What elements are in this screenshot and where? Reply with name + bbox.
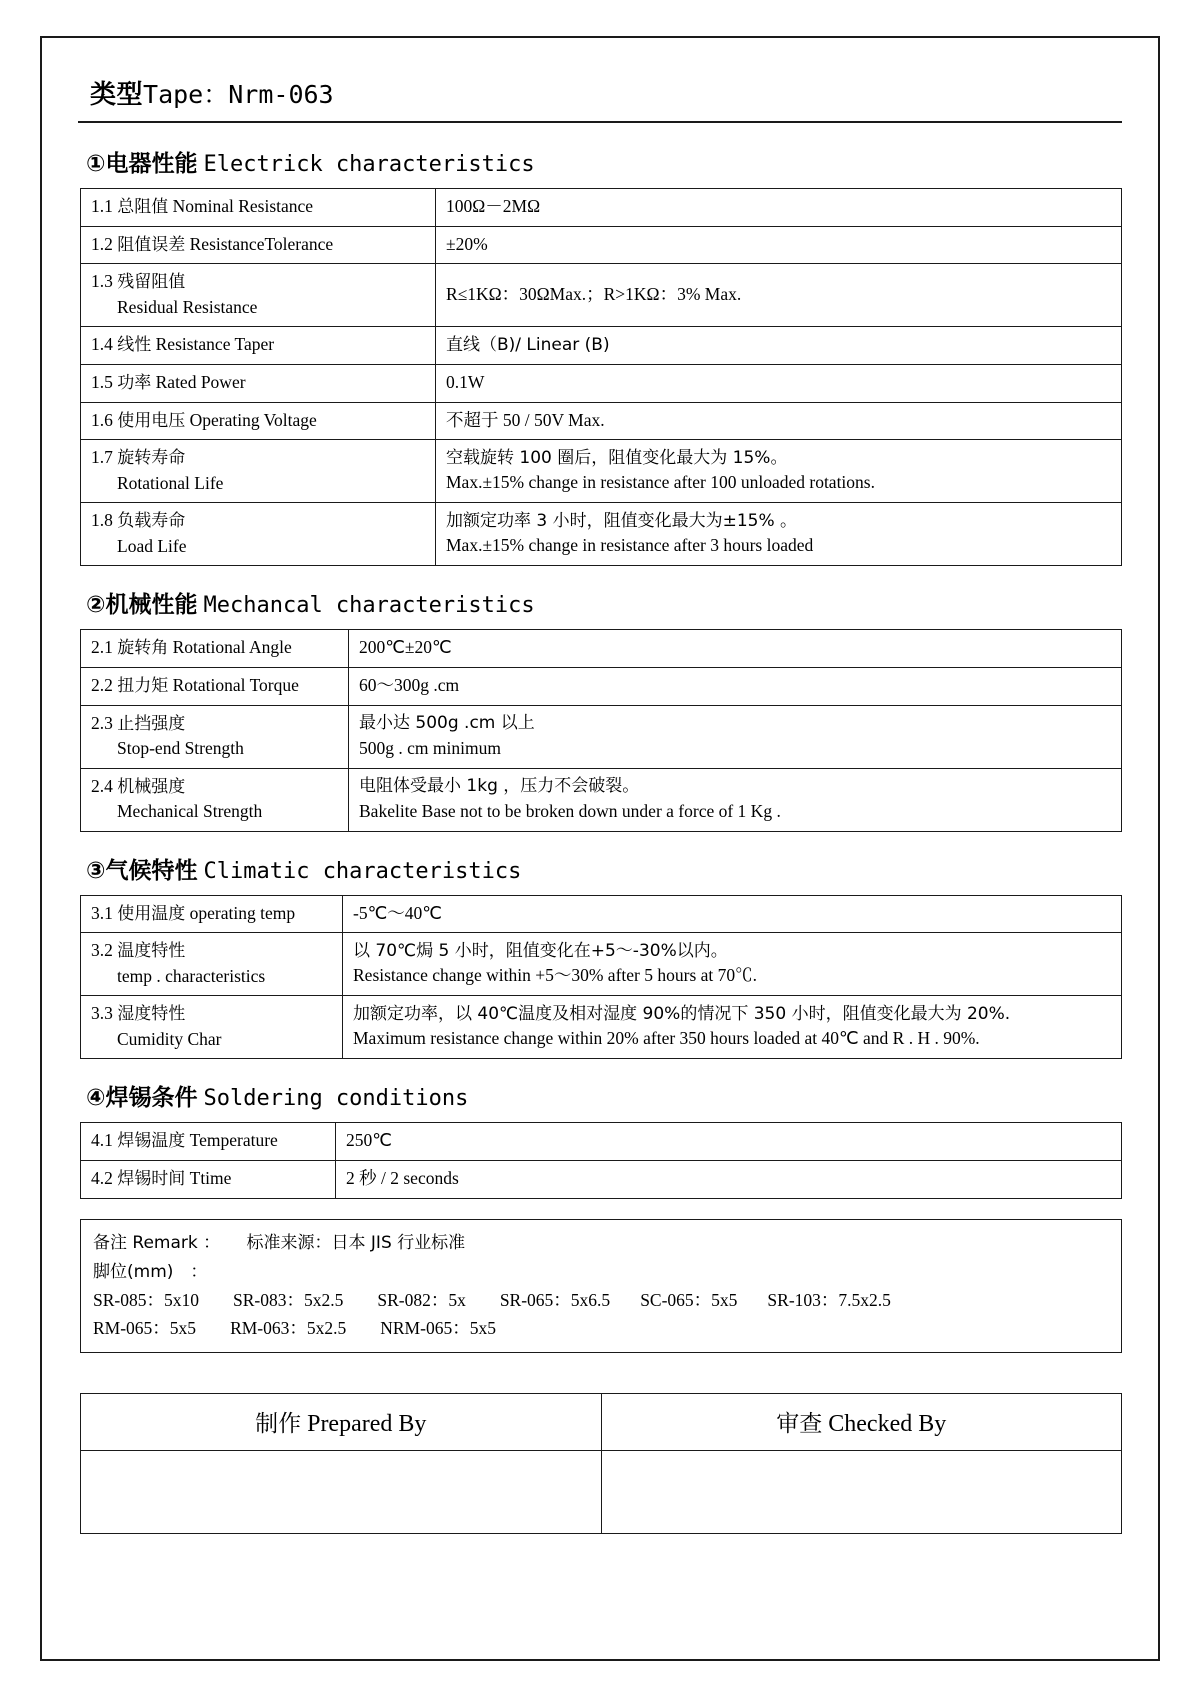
- section-1-number: ①: [86, 151, 106, 177]
- table-row: [81, 189, 1122, 227]
- section-1-cn: 电器性能: [105, 151, 198, 177]
- checked-by-cn: 审查: [776, 1411, 823, 1438]
- row-value: [336, 1123, 1122, 1161]
- row-value-line2: Bakelite Base not to be broken down under a force of 1 Kg .: [359, 800, 781, 821]
- pin-item: RM-065：5x5: [93, 1317, 197, 1338]
- row-label-en: Ttime: [189, 1167, 232, 1188]
- row-label: [81, 1160, 336, 1198]
- row-label: [81, 503, 436, 566]
- prepared-by-cn: 制作: [255, 1411, 302, 1438]
- row-label-en: Load Life: [117, 535, 187, 556]
- row-no: 2.1: [91, 637, 113, 658]
- row-value: [436, 402, 1122, 440]
- page-title: [76, 68, 1124, 121]
- row-label: [81, 327, 436, 365]
- row-value-line2: 500g . cm minimum: [359, 737, 501, 758]
- row-value-line1: 电阻体受最小 1kg ，压力不会破裂。: [359, 776, 640, 797]
- table-electrick-characteristics: [80, 188, 1122, 566]
- row-no: 3.2: [91, 940, 113, 961]
- signature-table: [80, 1393, 1122, 1534]
- table-row: [81, 768, 1122, 831]
- row-label: [81, 1123, 336, 1161]
- row-label: [81, 264, 436, 327]
- section-3-en: Climatic characteristics: [203, 858, 522, 884]
- row-value-line1: ±20%: [446, 233, 488, 254]
- row-no: 1.5: [91, 371, 113, 392]
- section-3-cn: 气候特性: [105, 857, 198, 884]
- section-heading-mechanical: [86, 586, 1124, 619]
- table-row: [81, 402, 1122, 440]
- pin-item: SR-103：7.5x2.5: [767, 1289, 891, 1310]
- prepared-by-header: [81, 1393, 602, 1450]
- page-title-cn: 类型: [90, 80, 144, 110]
- row-label: [81, 933, 343, 996]
- checked-by-en: Checked By: [828, 1411, 947, 1438]
- pin-row-2: [93, 1314, 1109, 1342]
- row-label-cn: 机械强度: [117, 776, 186, 797]
- checked-by-field[interactable]: [601, 1450, 1122, 1533]
- row-label-en: Stop-end Strength: [117, 738, 244, 759]
- section-heading-climatic: [86, 852, 1124, 885]
- page-title-label: Tape：: [143, 80, 229, 109]
- section-2-number: ②: [86, 592, 106, 619]
- pin-item: SR-083：5x2.5: [232, 1289, 344, 1310]
- row-label-cn: 湿度特性: [117, 1004, 186, 1025]
- row-label-en: Rotational Life: [117, 472, 224, 493]
- row-label: [81, 705, 349, 768]
- row-no: 1.8: [91, 510, 113, 531]
- row-no: 1.6: [91, 409, 113, 430]
- section-3-number: ③: [86, 857, 106, 884]
- section-heading-electrick: [86, 145, 1124, 178]
- table-row: [81, 264, 1122, 327]
- row-no: 1.4: [91, 334, 113, 355]
- table-row: [81, 1123, 1122, 1161]
- row-value-line1: 0.1W: [446, 372, 485, 393]
- row-value: [436, 364, 1122, 402]
- row-label-en: Rotational Torque: [172, 674, 299, 695]
- row-label: [81, 996, 343, 1059]
- row-label-cn: 总阻值: [117, 197, 169, 217]
- remark-label: 备注 Remark ：: [93, 1232, 221, 1253]
- row-label-en: Resistance Taper: [155, 334, 275, 355]
- row-label-cn: 功率: [117, 372, 152, 393]
- row-label: [81, 667, 349, 705]
- row-value: [436, 226, 1122, 264]
- row-label-en: temp . characteristics: [117, 965, 266, 986]
- row-value: [436, 264, 1122, 327]
- page-title-model: Nrm-063: [228, 80, 334, 109]
- row-label-en: Residual Resistance: [117, 296, 258, 317]
- signature-blank-row: [81, 1450, 1122, 1533]
- row-label: [81, 364, 436, 402]
- pin-item: SR-065：5x6.5: [499, 1289, 611, 1310]
- row-value: [436, 440, 1122, 503]
- pin-item: SR-082：5x: [377, 1289, 466, 1310]
- pin-item: RM-063：5x2.5: [230, 1317, 347, 1338]
- row-label-en: Operating Voltage: [189, 409, 317, 430]
- row-label: [81, 630, 349, 668]
- section-4-number: ④: [86, 1085, 106, 1112]
- row-no: 2.2: [91, 674, 113, 695]
- remark-line-1: [93, 1228, 1109, 1257]
- row-label-cn: 旋转角: [117, 638, 169, 659]
- row-no: 1.2: [91, 233, 113, 254]
- row-value-line1: -5℃～40℃: [353, 902, 442, 923]
- pin-item: SC-065：5x5: [640, 1289, 738, 1310]
- row-value: [343, 996, 1122, 1059]
- row-label: [81, 226, 436, 264]
- row-value: [349, 768, 1122, 831]
- section-4-en: Soldering conditions: [203, 1086, 469, 1112]
- prepared-by-field[interactable]: [81, 1450, 602, 1533]
- row-no: 3.3: [91, 1003, 113, 1024]
- row-value-line1: 60～300g .cm: [359, 675, 460, 696]
- table-row: [81, 667, 1122, 705]
- row-label-en: Rated Power: [155, 371, 246, 392]
- document-page: [40, 36, 1160, 1661]
- section-4-cn: 焊锡条件: [105, 1085, 198, 1112]
- row-label-cn: 使用电压: [117, 410, 186, 431]
- row-no: 2.4: [91, 775, 113, 796]
- table-row: [81, 933, 1122, 996]
- row-label-en: Rotational Angle: [172, 637, 292, 658]
- row-value-line1: 以 70℃焗 5 小时，阻值变化在+5～-30%以内。: [353, 940, 728, 961]
- row-value-line2: Max.±15% change in resistance after 100 unloaded rotations.: [446, 472, 875, 493]
- row-label-cn: 负载寿命: [117, 511, 186, 532]
- table-row: [81, 327, 1122, 365]
- row-label-cn: 焊锡时间: [117, 1168, 186, 1189]
- table-climatic-characteristics: [80, 895, 1122, 1060]
- row-no: 4.1: [91, 1130, 113, 1151]
- table-row: [81, 895, 1122, 933]
- row-value: [436, 327, 1122, 365]
- row-no: 1.7: [91, 447, 113, 468]
- section-1-en: Electrick characteristics: [203, 152, 535, 177]
- title-divider: [78, 121, 1122, 123]
- row-value-line1: 空载旋转 100 圈后，阻值变化最大为 15%。: [446, 447, 788, 468]
- table-row: [81, 364, 1122, 402]
- section-2-cn: 机械性能: [105, 592, 198, 619]
- row-value-line2: Maximum resistance change within 20% after 350 hours loaded at 40℃ and R . H . 90%.: [353, 1028, 980, 1049]
- row-no: 1.3: [91, 271, 113, 292]
- row-value: [336, 1160, 1122, 1198]
- row-value: [349, 705, 1122, 768]
- row-label-cn: 焊锡温度: [117, 1131, 186, 1152]
- table-row: [81, 630, 1122, 668]
- row-label: [81, 895, 343, 933]
- row-label-cn: 使用温度: [117, 903, 186, 924]
- table-soldering-conditions: [80, 1122, 1122, 1198]
- row-label-cn: 残留阻值: [117, 272, 186, 293]
- row-label-cn: 线性: [117, 335, 152, 356]
- remark-line-2: [93, 1257, 1109, 1286]
- signature-header-row: [81, 1393, 1122, 1450]
- row-value: [343, 933, 1122, 996]
- section-2-en: Mechancal characteristics: [203, 593, 535, 619]
- row-label-en: operating temp: [189, 902, 296, 923]
- pin-item: SR-085：5x10: [93, 1289, 199, 1310]
- row-value: [436, 189, 1122, 227]
- row-no: 4.2: [91, 1167, 113, 1188]
- row-label-en: Nominal Resistance: [172, 196, 314, 216]
- table-row: [81, 996, 1122, 1059]
- row-label-en: Cumidity Char: [117, 1028, 222, 1049]
- row-value-line1: R≤1KΩ：30ΩMax.；R>1KΩ：3% Max.: [446, 284, 742, 305]
- row-no: 3.1: [91, 902, 113, 923]
- checked-by-header: [601, 1393, 1122, 1450]
- table-row: [81, 226, 1122, 264]
- table-mechanical-characteristics: [80, 629, 1122, 831]
- row-value-line1: 直线（B)/ Linear (B): [446, 334, 610, 355]
- row-value-line1: 100Ω－2MΩ: [446, 196, 541, 217]
- row-label-cn: 旋转寿命: [117, 448, 186, 469]
- row-label-en: Mechanical Strength: [117, 801, 263, 822]
- table-row: [81, 705, 1122, 768]
- row-no: 2.3: [91, 712, 113, 733]
- section-heading-soldering: [86, 1079, 1124, 1112]
- row-value-line1: 最小达 500g .cm 以上: [359, 713, 535, 734]
- row-value-line1: 200℃±20℃: [359, 637, 452, 658]
- table-row: [81, 1160, 1122, 1198]
- row-value-line1: 加额定功率 3 小时，阻值变化最大为±15% 。: [446, 510, 798, 531]
- prepared-by-en: Prepared By: [307, 1411, 427, 1438]
- row-no: 1.1: [91, 196, 113, 216]
- pin-row-1: [93, 1286, 1109, 1314]
- table-row: [81, 503, 1122, 566]
- pin-item: NRM-065：5x5: [380, 1317, 496, 1338]
- pin-label: 脚位(mm) ：: [93, 1261, 208, 1282]
- row-label-cn: 温度特性: [117, 941, 186, 962]
- remark-value: 标准来源：日本 JIS 行业标准: [246, 1232, 466, 1253]
- row-value: [436, 503, 1122, 566]
- remark-box: [80, 1219, 1122, 1353]
- row-value-line1: 2 秒 / 2 seconds: [346, 1168, 459, 1188]
- row-label-en: Temperature: [189, 1130, 278, 1151]
- table-row: [81, 440, 1122, 503]
- row-value-line2: Max.±15% change in resistance after 3 hours loaded: [446, 535, 814, 556]
- row-label-en: ResistanceTolerance: [189, 233, 334, 254]
- row-label-cn: 止挡强度: [117, 713, 186, 734]
- row-value-line2: Resistance change within +5～30% after 5 hours at 70℃.: [353, 965, 758, 986]
- row-label: [81, 768, 349, 831]
- row-value-line1: 不超于 50 / 50V Max.: [446, 409, 605, 430]
- row-value-line1: 加额定功率，以 40℃温度及相对湿度 90%的情况下 350 小时，阻值变化最大为 20%.: [353, 1003, 1011, 1024]
- row-label: [81, 440, 436, 503]
- row-value-line1: 250℃: [346, 1130, 392, 1151]
- row-label: [81, 189, 436, 227]
- row-value: [343, 895, 1122, 933]
- row-label-cn: 扭力矩: [117, 675, 169, 696]
- row-label-cn: 阻值误差: [117, 234, 186, 255]
- row-value: [349, 667, 1122, 705]
- row-value: [349, 630, 1122, 668]
- row-label: [81, 402, 436, 440]
